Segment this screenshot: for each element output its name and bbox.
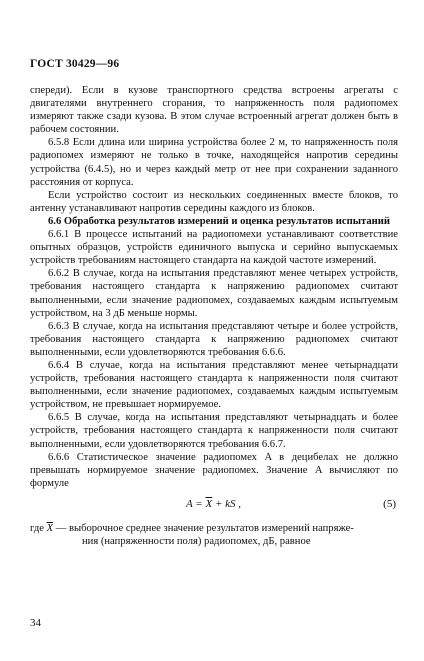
where-clause (30, 522, 398, 535)
paragraph-6-6-1: 6.6.1 В процессе испытаний на радиопомехи устанавливают соответствие опытных образцов, устройств единичного выпуска и серийно выпускаемых устройств требованиям настоящего стандарта на каждой частоте измерений. (30, 229, 398, 267)
where-symbol: $\overline{X}$ (46, 522, 54, 534)
formula (186, 498, 241, 511)
equation-number: (5) (383, 497, 396, 510)
section-heading-6-6 (30, 215, 398, 228)
paragraph-6-5-8: 6.5.8 Если длина или ширина устройства более 2 м, то напряженность поля радиопомех измеряют не только в точке, находящейся напротив середины устройства (6.4.5), но и через каждый метр от нее при сохранении заданного расстояния от корпуса. (30, 137, 398, 188)
paragraph-6-6-4: 6.6.4 В случае, когда на испытания представляют менее четырнадцати устройств, требования настоящего стандарта к напряженности поля считают выполненными, если значение радиопомех, создаваемых каждым испытуемым устройством, не превышает нормируемое. (30, 359, 398, 411)
where-text: — выборочное среднее значение результатов измерений напряже- (55, 522, 354, 534)
formula-lhs: A = (186, 497, 206, 510)
formula-row (30, 492, 398, 518)
page-number: 34 (30, 617, 41, 629)
section-heading-text: 6.6 Обработка результатов измерений и оценка результатов испытаний (48, 215, 390, 227)
document-page (30, 0, 398, 661)
paragraph-6-6-2: 6.6.2 В случае, когда на испытания представляют менее четырех устройств, требования настоящего стандарта к напряжению радиопомех считают выполненными, если значение радиопомех, создаваемых каждым испытуемым устройством, на 3 дБ меньше нормы. (30, 268, 398, 319)
paragraph-blocks: Если устройство состоит из нескольких соединенных вместе блоков, то антенну устанавливают напротив середины каждого из блоков. (30, 189, 398, 214)
where-continuation: ния (напряженности поля) радиопомех, дБ, равное (82, 536, 311, 547)
where-lead: где (30, 522, 47, 534)
paragraph-6-6-5: 6.6.5 В случае, когда на испытания представляют четырнадцать и более устройств, требования настоящего стандарта к напряженности поля считают выполненными, если удовлетворяются требования 6.6.7. (30, 412, 398, 450)
document-header: ГОСТ 30429—96 (30, 58, 120, 70)
paragraph-6-6-6: 6.6.6 Статистическое значение радиопомех A в децибелах не должно превышать нормируемое значение радиопомех. Значение A вычисляют по формуле (30, 451, 398, 489)
body-text (30, 84, 398, 548)
formula-xbar: $\overline{X}$ (205, 497, 213, 510)
paragraph-6-6-3: 6.6.3 В случае, когда на испытания представляют четыре и более устройств, требования настоящего стандарта к напряжению радиопомех считают выполненными, если удовлетворяются требования 6.6.6. (30, 320, 398, 358)
formula-rhs: + kS , (212, 497, 241, 510)
paragraph-continuation: спереди). Если в кузове транспортного средства встроены агрегаты с двигателями внутреннего сгорания, то напряженность поля радиопомех измеряют также сзади кузова. В этом случае встроенный агрегат должен быть в рабочем состоянии. (30, 85, 398, 136)
